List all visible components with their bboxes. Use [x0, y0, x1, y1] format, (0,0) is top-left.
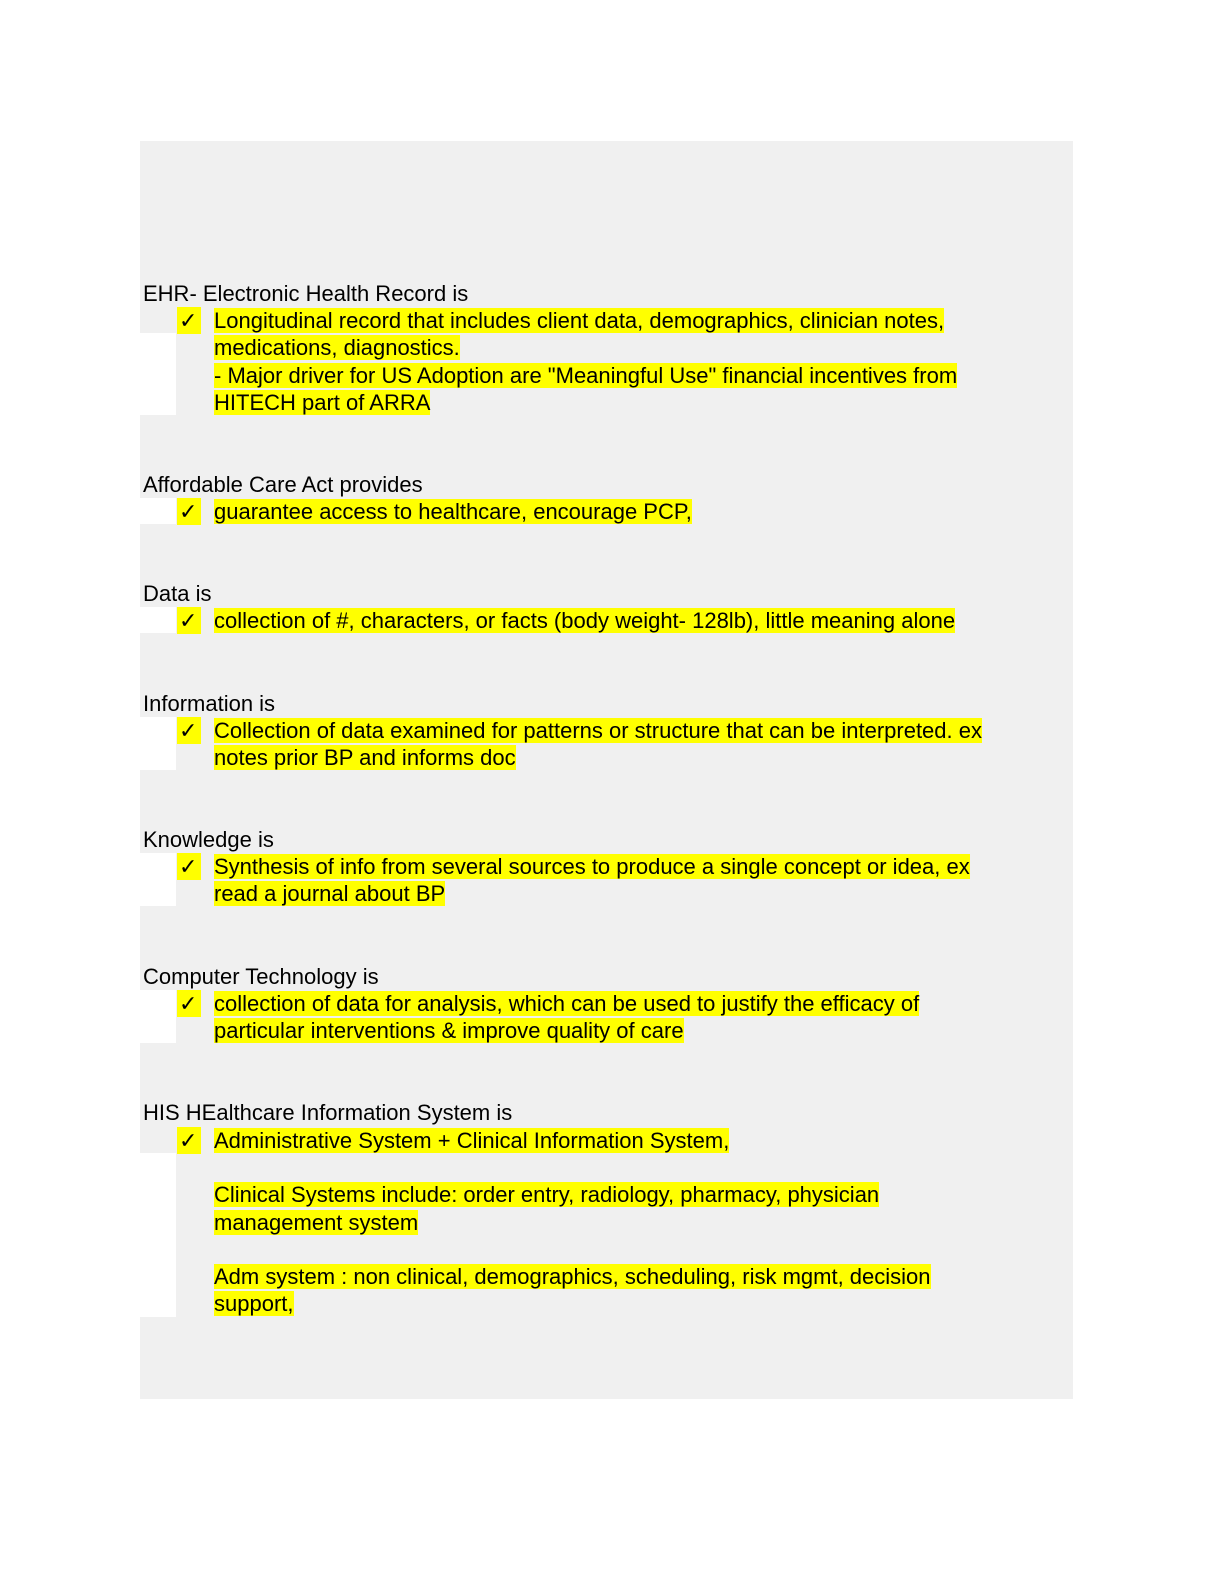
check-icon: ✓ — [177, 717, 201, 744]
computer-tech-heading: Computer Technology is — [143, 964, 379, 989]
check-icon: ✓ — [177, 1127, 201, 1154]
aca-heading: Affordable Care Act provides — [143, 472, 423, 497]
information-heading: Information is — [143, 691, 276, 716]
ehr-line-1: Longitudinal record that includes client data, demographics, clinician notes, — [214, 308, 945, 333]
aca-line-1: guarantee access to healthcare, encourage PCP, — [214, 499, 692, 524]
check-icon: ✓ — [177, 498, 201, 525]
ehr-line-3: - Major driver for US Adoption are "Meaningful Use" financial incentives from — [214, 363, 958, 388]
knowledge-line-2: read a journal about BP — [214, 881, 446, 906]
his-line-1: Administrative System + Clinical Information System, — [214, 1128, 730, 1153]
margin-notch — [140, 607, 176, 633]
ehr-line-4: HITECH part of ARRA — [214, 390, 431, 415]
margin-notch — [140, 333, 176, 415]
margin-notch — [140, 853, 176, 906]
his-line-5: support, — [214, 1291, 294, 1316]
ehr-heading: EHR- Electronic Health Record is — [143, 281, 469, 306]
his-line-2: Clinical Systems include: order entry, radiology, pharmacy, physician — [214, 1182, 880, 1207]
information-line-2: notes prior BP and informs doc — [214, 745, 516, 770]
check-icon: ✓ — [177, 307, 201, 334]
information-line-1: Collection of data examined for patterns or structure that can be interpreted. ex — [214, 718, 982, 743]
margin-notch — [140, 498, 176, 524]
ehr-line-2: medications, diagnostics. — [214, 335, 460, 360]
check-icon: ✓ — [177, 990, 201, 1017]
margin-notch — [140, 990, 176, 1043]
margin-notch — [140, 717, 176, 770]
margin-notch — [140, 1153, 176, 1317]
check-icon: ✓ — [177, 607, 201, 634]
his-heading: HIS HEalthcare Information System is — [143, 1100, 513, 1125]
his-line-4: Adm system : non clinical, demographics, scheduling, risk mgmt, decision — [214, 1264, 931, 1289]
data-heading: Data is — [143, 581, 212, 606]
computer-tech-line-1: collection of data for analysis, which can be used to justify the efficacy of — [214, 991, 920, 1016]
data-line-1: collection of #, characters, or facts (body weight- 128lb), little meaning alone — [214, 608, 956, 633]
his-line-3: management system — [214, 1210, 419, 1235]
knowledge-heading: Knowledge is — [143, 827, 274, 852]
computer-tech-line-2: particular interventions & improve quality of care — [214, 1018, 684, 1043]
check-icon: ✓ — [177, 853, 201, 880]
knowledge-line-1: Synthesis of info from several sources to produce a single concept or idea, ex — [214, 854, 970, 879]
